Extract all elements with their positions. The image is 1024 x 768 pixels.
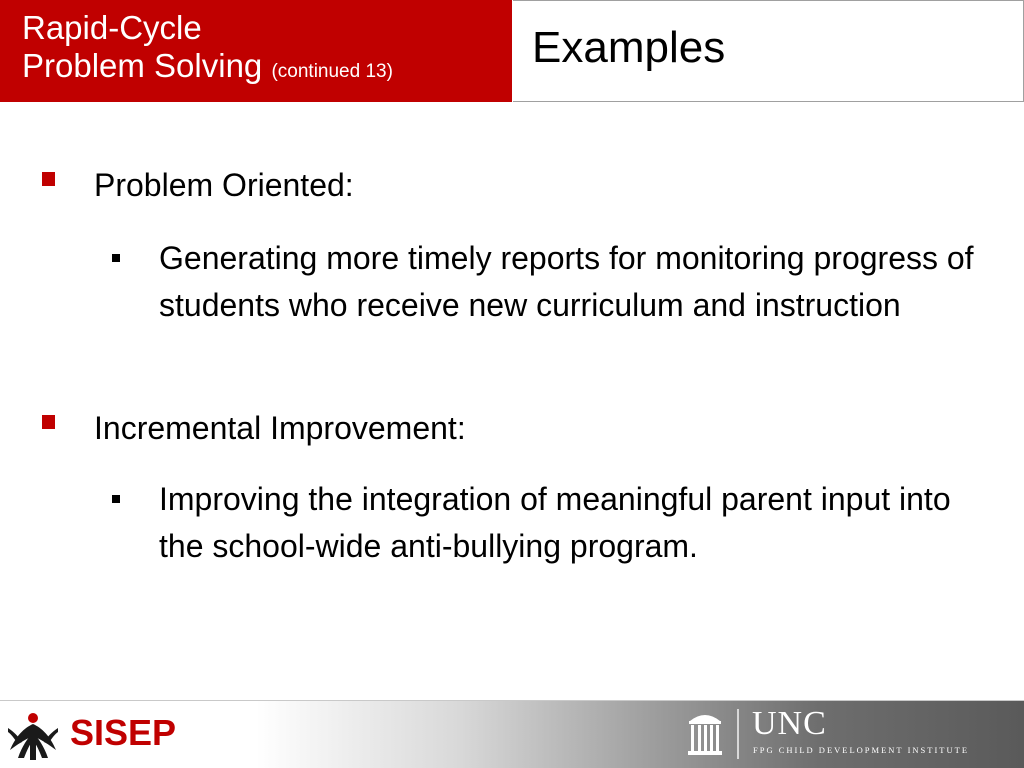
- footer-logo-divider: [737, 709, 739, 759]
- sub-bullet-item: Improving the integration of meaningful parent input into the school-wide anti-bullying program.: [159, 481, 951, 564]
- header-title-panel: [0, 0, 512, 102]
- section-title-panel: [513, 0, 1024, 102]
- unc-logo-text: UNC: [752, 705, 827, 742]
- sub-bullet-item: Generating more timely reports for monitoring progress of students who receive new curriculum and instruction: [159, 240, 974, 323]
- square-bullet-icon: [42, 415, 55, 429]
- old-well-icon: [686, 709, 724, 759]
- sisep-logo-text: SISEP: [70, 712, 177, 753]
- title-line-1: Rapid-Cycle: [22, 9, 202, 46]
- square-bullet-icon: [42, 172, 55, 186]
- sisep-emblem-icon: [4, 706, 62, 764]
- bullet-item-label: Problem Oriented:: [94, 167, 354, 203]
- section-title: Examples: [532, 23, 726, 72]
- title-line-2-text: Problem Solving: [22, 47, 263, 84]
- title-continued: (continued 13): [271, 61, 393, 82]
- title-line-2: [22, 47, 512, 91]
- bullet-item-label: Incremental Improvement:: [94, 410, 466, 446]
- footer-bar: [0, 700, 1024, 768]
- small-square-bullet-icon: [112, 495, 120, 503]
- small-square-bullet-icon: [112, 254, 120, 262]
- unc-logo-subtext: FPG CHILD DEVELOPMENT INSTITUTE: [753, 745, 970, 755]
